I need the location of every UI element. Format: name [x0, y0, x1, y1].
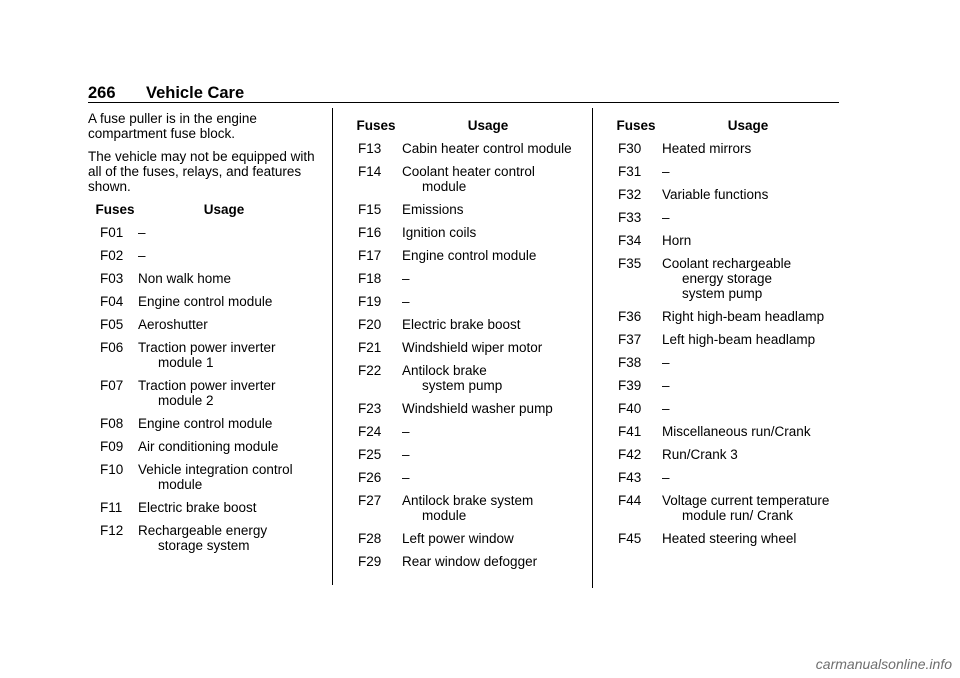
fuse-usage: Windshield wiper motor: [402, 340, 543, 355]
fuse-usage: –: [138, 248, 146, 263]
fuse-usage: Heated mirrors: [662, 141, 752, 156]
fuse-usage: Right high-beam headlamp: [662, 309, 825, 324]
fuse-usage: –: [662, 355, 670, 370]
fuse-number: F07: [100, 378, 124, 393]
fuse-row: [350, 225, 574, 248]
fuse-usage: –: [402, 470, 410, 485]
fuse-row: [610, 256, 834, 309]
fuse-usage: Vehicle integration control module: [138, 462, 293, 492]
fuse-usage: Electric brake boost: [402, 317, 521, 332]
fuse-number: F37: [618, 332, 642, 347]
fuse-usage: –: [662, 470, 670, 485]
fuse-row: [350, 401, 574, 424]
fuse-row: [610, 447, 834, 470]
fuse-usage: Aeroshutter: [138, 317, 208, 332]
fuse-usage: Voltage current temperature module run/ Crank: [662, 493, 830, 523]
fuse-row: [92, 294, 310, 317]
fuse-number: F23: [358, 401, 382, 416]
fuse-number: F08: [100, 416, 124, 431]
fuse-number: F15: [358, 202, 382, 217]
fuse-number: F27: [358, 493, 382, 508]
fuse-usage: Windshield washer pump: [402, 401, 553, 416]
fuse-number: F31: [618, 164, 642, 179]
fuse-row: [610, 401, 834, 424]
fuse-number: F41: [618, 424, 642, 439]
intro-paragraph: A fuse puller is in the engine compartment fuse block.: [88, 111, 257, 141]
fuse-row: [610, 332, 834, 355]
fuse-table-2: [350, 118, 574, 577]
fuse-row: [92, 340, 310, 378]
fuse-row: [350, 531, 574, 554]
column-divider: [332, 108, 333, 585]
fuse-row: [350, 202, 574, 225]
fuse-number: F14: [358, 164, 382, 179]
fuse-row: [92, 271, 310, 294]
fuse-row: [610, 470, 834, 493]
fuse-row: [350, 447, 574, 470]
fuse-usage: Ignition coils: [402, 225, 477, 240]
fuse-number: F33: [618, 210, 642, 225]
fuse-number: F32: [618, 187, 642, 202]
fuse-row: [92, 416, 310, 439]
watermark: carmanualsonline.info: [815, 656, 952, 672]
fuse-row: [350, 164, 574, 202]
fuses-header: Fuses: [616, 118, 656, 133]
fuse-row: [610, 378, 834, 401]
section-title: Vehicle Care: [146, 84, 245, 102]
fuse-usage: –: [662, 164, 670, 179]
fuse-number: F04: [100, 294, 124, 309]
fuse-number: F25: [358, 447, 382, 462]
fuse-number: F16: [358, 225, 382, 240]
fuse-row: [350, 424, 574, 447]
fuse-row: [610, 164, 834, 187]
fuse-usage: Miscellaneous run/Crank: [662, 424, 811, 439]
fuse-row: [92, 317, 310, 340]
fuse-number: F03: [100, 271, 124, 286]
fuse-rows: [610, 141, 834, 554]
fuse-row: [610, 493, 834, 531]
fuse-row: [610, 531, 834, 554]
fuse-row: [92, 225, 310, 248]
fuse-number: F21: [358, 340, 382, 355]
fuse-usage: Traction power inverter module 2: [138, 378, 276, 408]
usage-header: Usage: [203, 202, 245, 217]
fuse-usage: Electric brake boost: [138, 500, 257, 515]
fuse-usage: Left high-beam headlamp: [662, 332, 816, 347]
fuse-usage: Left power window: [402, 531, 514, 546]
fuse-row: [610, 424, 834, 447]
column-3: [610, 118, 834, 554]
fuse-usage: –: [662, 401, 670, 416]
column-1: [88, 111, 316, 561]
fuse-number: F45: [618, 531, 642, 546]
fuse-table-1: [92, 202, 310, 561]
fuse-usage: Cabin heater control module: [402, 141, 572, 156]
fuse-usage: Coolant rechargeable energy storage system pump: [662, 256, 792, 301]
fuse-number: F05: [100, 317, 124, 332]
fuse-rows: [92, 225, 310, 561]
fuses-header: Fuses: [95, 202, 135, 217]
usage-header: Usage: [727, 118, 769, 133]
fuse-number: F29: [358, 554, 382, 569]
fuse-usage: Engine control module: [138, 294, 273, 309]
fuse-number: F09: [100, 439, 124, 454]
fuse-number: F42: [618, 447, 642, 462]
fuse-number: F13: [358, 141, 382, 156]
fuse-row: [92, 500, 310, 523]
fuse-row: [610, 233, 834, 256]
fuse-table-3: [610, 118, 834, 554]
fuse-usage: Emissions: [402, 202, 464, 217]
fuse-usage: Run/Crank 3: [662, 447, 738, 462]
fuse-number: F22: [358, 363, 382, 378]
fuse-row: [92, 462, 310, 500]
fuse-row: [350, 141, 574, 164]
fuse-number: F10: [100, 462, 124, 477]
fuse-usage: Rechargeable energy storage system: [138, 523, 268, 553]
fuse-usage: –: [662, 210, 670, 225]
fuse-number: F17: [358, 248, 382, 263]
fuse-number: F34: [618, 233, 642, 248]
fuse-row: [92, 523, 310, 561]
column-divider: [592, 108, 593, 588]
fuse-number: F28: [358, 531, 382, 546]
fuse-number: F30: [618, 141, 642, 156]
fuse-row: [610, 355, 834, 378]
fuse-usage: Non walk home: [138, 271, 232, 286]
fuse-usage: –: [402, 294, 410, 309]
fuse-number: F06: [100, 340, 124, 355]
fuse-row: [350, 470, 574, 493]
fuse-number: F02: [100, 248, 124, 263]
fuse-usage: –: [402, 271, 410, 286]
fuse-row: [92, 248, 310, 271]
fuse-usage: –: [138, 225, 146, 240]
fuse-number: F26: [358, 470, 382, 485]
fuse-usage: Antilock brake system module: [402, 493, 534, 523]
fuse-usage: Heated steering wheel: [662, 531, 797, 546]
fuse-row: [350, 340, 574, 363]
page-number: 266: [88, 84, 116, 102]
fuse-number: F36: [618, 309, 642, 324]
fuse-usage: Engine control module: [402, 248, 537, 263]
fuse-usage: Antilock brake system pump: [402, 363, 503, 393]
fuse-usage: Air conditioning module: [138, 439, 279, 454]
fuse-number: F43: [618, 470, 642, 485]
fuse-number: F12: [100, 523, 124, 538]
fuse-row: [610, 187, 834, 210]
fuse-usage: Traction power inverter module 1: [138, 340, 276, 370]
usage-header: Usage: [467, 118, 509, 133]
fuse-usage: –: [402, 447, 410, 462]
fuse-row: [350, 294, 574, 317]
fuse-rows: [350, 141, 574, 577]
fuse-row: [350, 271, 574, 294]
fuse-row: [350, 317, 574, 340]
fuse-number: F38: [618, 355, 642, 370]
fuse-usage: –: [402, 424, 410, 439]
fuse-usage: –: [662, 378, 670, 393]
intro-paragraph: The vehicle may not be equipped with all of the fuses, relays, and features shown.: [88, 149, 315, 194]
fuse-number: F19: [358, 294, 382, 309]
fuse-number: F35: [618, 256, 642, 271]
fuse-usage: Horn: [662, 233, 692, 248]
fuse-row: [350, 493, 574, 531]
header-divider: [88, 102, 839, 103]
fuse-number: F24: [358, 424, 382, 439]
intro-text: [88, 111, 316, 194]
fuse-number: F18: [358, 271, 382, 286]
fuse-usage: Variable functions: [662, 187, 769, 202]
fuse-row: [350, 248, 574, 271]
fuse-number: F11: [100, 500, 123, 515]
fuse-number: F44: [618, 493, 642, 508]
fuse-row: [92, 378, 310, 416]
fuse-number: F01: [100, 225, 124, 240]
fuse-row: [350, 554, 574, 577]
column-2: [350, 118, 574, 577]
fuse-row: [92, 439, 310, 462]
fuse-usage: Engine control module: [138, 416, 273, 431]
fuse-row: [610, 309, 834, 332]
fuse-row: [350, 363, 574, 401]
fuse-number: F40: [618, 401, 642, 416]
fuse-number: F20: [358, 317, 382, 332]
fuse-usage: Coolant heater control module: [402, 164, 535, 194]
fuse-row: [610, 141, 834, 164]
fuse-number: F39: [618, 378, 642, 393]
fuse-row: [610, 210, 834, 233]
fuse-usage: Rear window defogger: [402, 554, 538, 569]
fuses-header: Fuses: [356, 118, 396, 133]
